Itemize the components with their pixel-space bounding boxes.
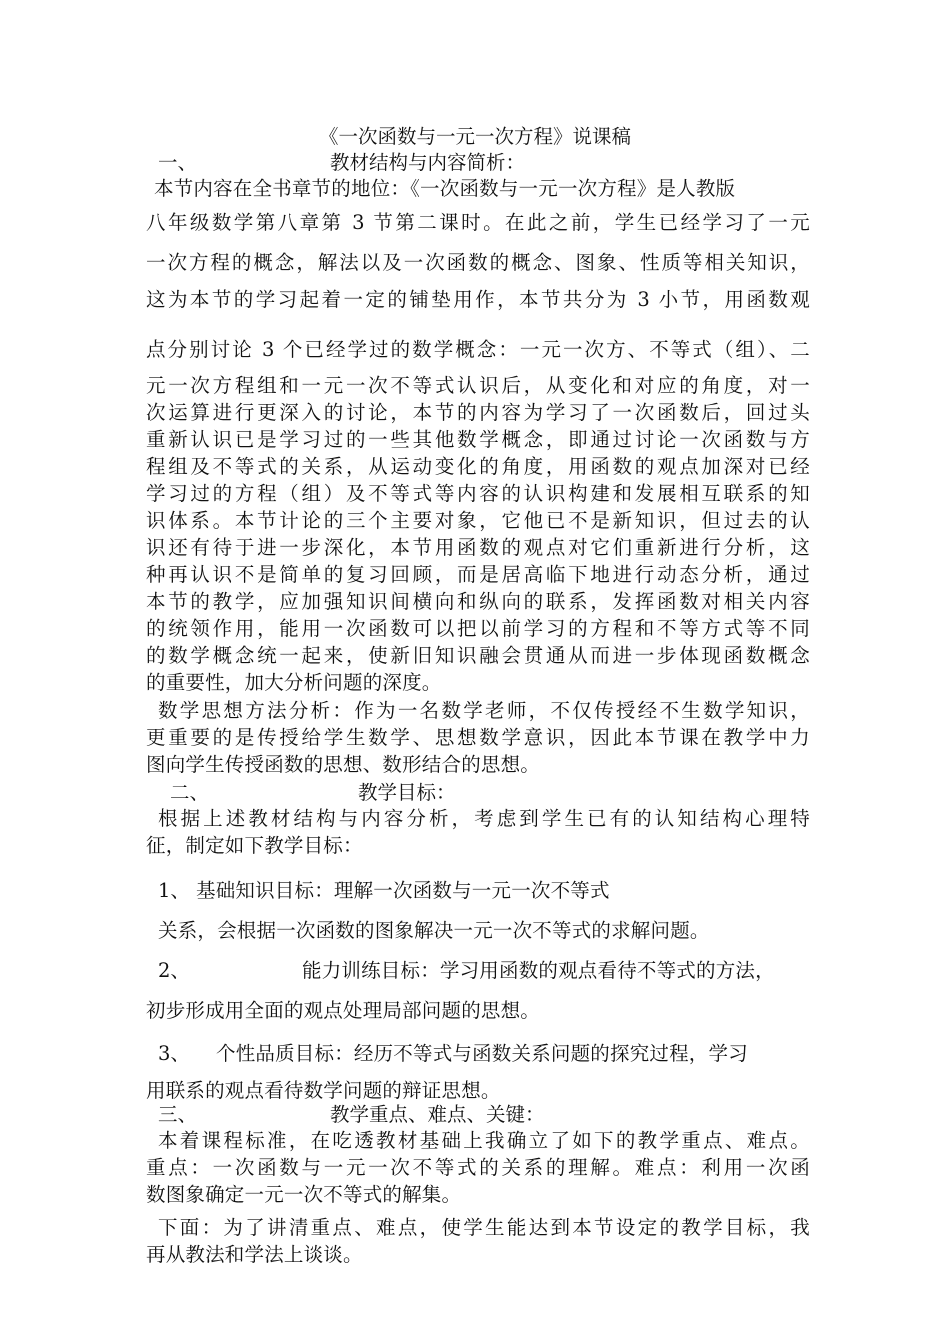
para1-line: 八年级数学第八章第 3 节第二课时。在此之前，学生已经学习了一元 [146,211,810,234]
para5-line: 再从教法和学法上谈谈。 [146,1243,363,1266]
para1-line: 本节内容在全书章节的地位：《一次函数与一元一次方程》是人教版 [154,177,736,200]
section-1-heading: 教材结构与内容简析： [330,151,526,174]
para2-line: 更重要的是传授给学生数学、思想数学意识，因此本节课在教学中力 [146,726,810,749]
para1-line: 次运算进行更深入的讨论，本节的内容为学习了一次函数后，回过头 [146,401,810,424]
para1-line: 的数学概念统一起来，使新旧知识融会贯通从而进一步体现函数概念 [146,644,810,667]
para1-line: 重新认识已是学习过的一些其他数学概念，即通过讨论一次函数与方 [146,428,810,451]
para1-line: 学习过的方程（组）及不等式等内容的认识构建和发展相互联系的知 [146,482,810,505]
para4-line: 数图象确定一元一次不等式的解集。 [146,1183,462,1206]
goal-1-line: 关系，会根据一次函数的图象解决一元一次不等式的求解问题。 [158,919,710,942]
para1-line: 元一次方程组和一元一次不等式认识后，从变化和对应的角度，对一 [146,374,810,397]
goal-2-line: 能力训练目标：学习用函数的观点看待不等式的方法， [302,959,775,982]
para1-line: 的重要性，加大分析问题的深度。 [146,671,442,694]
section-3-number: 三、 [158,1103,198,1126]
para2-line: 图向学生传授函数的思想、数形结合的思想。 [146,753,541,776]
para1-line: 本节的教学，应加强知识间横向和纵向的联系，发挥函数对相关内容 [146,590,810,613]
para4-line: 本着课程标准，在吃透教材基础上我确立了如下的教学重点、难点。 [158,1129,810,1152]
para4-line: 重点：一次函数与一元一次不等式的关系的理解。难点：利用一次函 [146,1156,810,1179]
goal-2-line: 初步形成用全面的观点处理局部问题的思想。 [146,999,541,1022]
para3-line: 根据上述教材结构与内容分析，考虑到学生已有的认知结构心理特 [158,807,810,830]
goal-1-line: 基础知识目标：理解一次函数与一元一次不等式 [196,879,610,902]
para1-line: 这为本节的学习起着一定的铺垫用作，本节共分为 3 小节，用函数观 [146,288,810,311]
para3-line: 征，制定如下教学目标： [146,834,363,857]
document-title: 《一次函数与一元一次方程》说课稿 [318,125,631,148]
para1-line: 程组及不等式的关系，从运动变化的角度，用函数的观点加深对已经 [146,455,810,478]
para1-line: 的统领作用，能用一次函数可以把以前学习的方程和不等方式等不同 [146,617,810,640]
goal-3-number: 3、 [158,1042,190,1065]
para1-line: 种再认识不是简单的复习回顾，而是居高临下地进行动态分析，通过 [146,563,810,586]
section-2-number: 二、 [170,781,210,804]
goal-3-line: 用联系的观点看待数学问题的辩证思想。 [146,1079,501,1102]
para1-line: 识还有待于进一步深化，本节用函数的观点对它们重新进行分析，这 [146,536,810,559]
goal-1-number: 1、 [158,879,190,902]
para5-line: 下面：为了讲清重点、难点，使学生能达到本节设定的教学目标，我 [158,1216,810,1239]
para1-line: 一次方程的概念，解法以及一次函数的概念、图象、性质等相关知识， [146,251,810,274]
para1-line: 识体系。本节计论的三个主要对象，它他已不是新知识，但过去的认 [146,509,810,532]
para1-line: 点分别讨论 3 个已经学过的数学概念：一元一次方、不等式（组）、二 [146,338,810,361]
para2-line: 数学思想方法分析：作为一名数学老师，不仅传授经不生数学知识， [158,699,810,722]
section-1-number: 一、 [158,151,198,174]
goal-3-line: 个性品质目标：经历不等式与函数关系问题的探究过程，学习 [216,1042,748,1065]
section-3-heading: 教学重点、难点、关键： [330,1103,545,1126]
goal-2-number: 2、 [158,959,190,982]
section-2-heading: 教学目标： [358,781,456,804]
